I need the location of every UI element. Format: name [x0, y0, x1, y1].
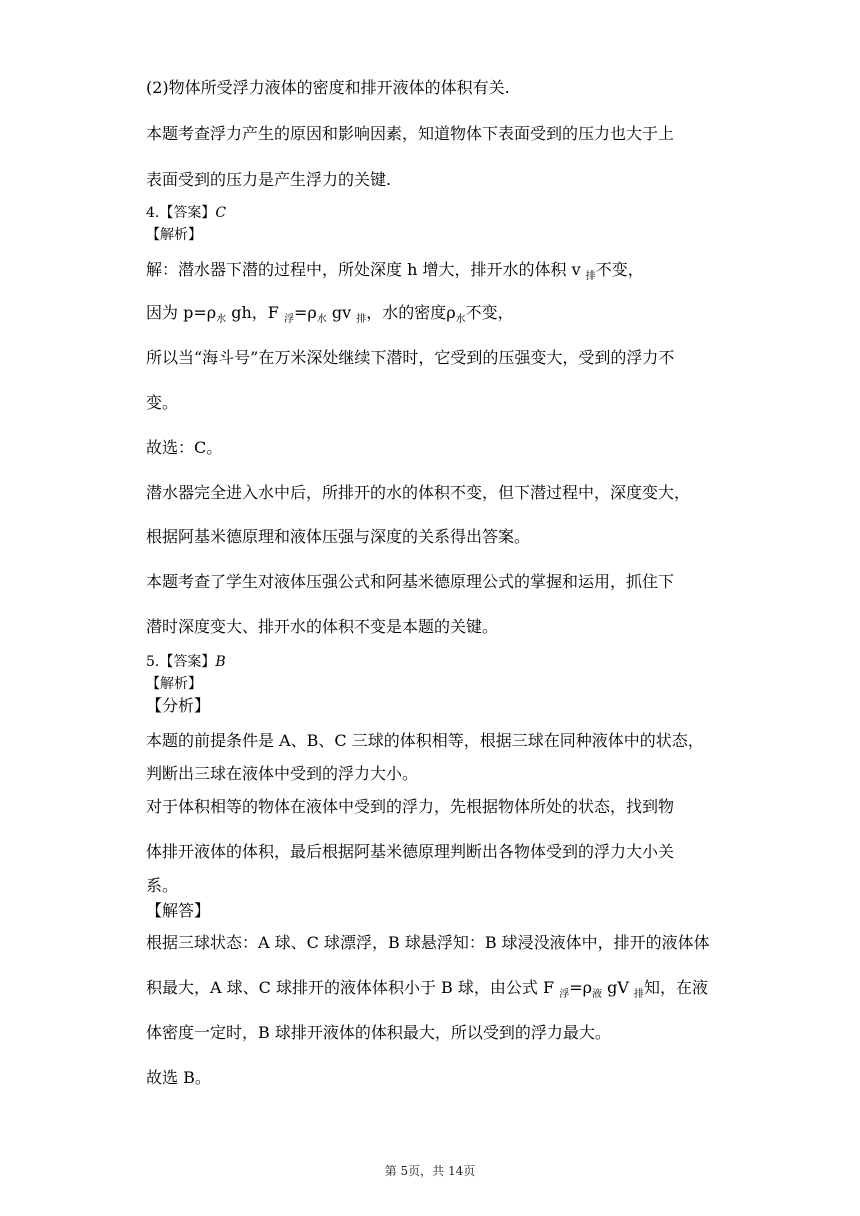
- text-run: 知，在液: [643, 978, 708, 997]
- text-line: [146, 260, 644, 283]
- text-run: ，水的密度ρ: [366, 303, 456, 322]
- text-line: 所以当“海斗号”在万米深处继续下潜时，它受到的压强变大，受到的浮力不: [146, 348, 675, 367]
- text-line: 本题的前提条件是 A、B、C 三球的体积相等，根据三球在同种液体中的状态，: [146, 731, 704, 750]
- subscript: 水: [216, 314, 227, 325]
- text-run: 不变，: [465, 303, 514, 322]
- subscript: 浮: [559, 989, 570, 1000]
- text-line: 本题考查浮力产生的原因和影响因素，知道物体下表面受到的压力也大于上: [146, 124, 675, 143]
- analysis-heading: 【解析】: [146, 227, 202, 243]
- subscript: 浮: [283, 314, 294, 325]
- text-line: (2)物体所受浮力液体的密度和排开液体的体积有关.: [146, 78, 510, 97]
- text-run: 解：潜水器下潜的过程中，所处深度 h 增大，排开水的体积 v: [146, 260, 586, 279]
- text-line: 系。: [146, 876, 179, 895]
- answer-heading-4: [146, 203, 226, 223]
- section-heading-solution: 【解答】: [146, 901, 211, 920]
- text-line: 故选 B。: [146, 1068, 211, 1087]
- text-line: 体密度一定时，B 球排开液体的体积最大，所以受到的浮力最大。: [146, 1023, 611, 1042]
- text-line: 判断出三球在液体中受到的浮力大小。: [146, 764, 419, 783]
- subscript: 排: [585, 271, 596, 282]
- formula-line: [146, 303, 514, 326]
- text-line: 根据阿基米德原理和液体压强与深度的关系得出答案。: [146, 527, 531, 546]
- subscript: 排: [356, 314, 367, 325]
- answer-value: C: [215, 205, 227, 221]
- text-line: 体排开液体的体积，最后根据阿基米德原理判断出各物体受到的浮力大小关: [146, 842, 675, 861]
- text-run: 因为 p=ρ: [146, 303, 217, 322]
- text-line: 潜时深度变大、排开水的体积不变是本题的关键。: [146, 617, 499, 636]
- subscript: 水: [316, 314, 327, 325]
- text-line: 表面受到的压力是产生浮力的关键.: [146, 170, 392, 189]
- text-run: gh，F: [226, 303, 284, 322]
- text-line: 故选：C。: [146, 438, 223, 457]
- section-heading-analysis: 【分析】: [146, 696, 211, 715]
- text-line: 本题考查了学生对液体压强公式和阿基米德原理公式的掌握和运用，抓住下: [146, 572, 675, 591]
- text-run: =ρ: [569, 978, 592, 997]
- text-line: 潜水器完全进入水中后，所排开的水的体积不变，但下潜过程中，深度变大，: [146, 483, 691, 502]
- answer-label: 5.【答案】: [146, 654, 216, 670]
- text-run: 不变，: [595, 260, 644, 279]
- answer-heading-5: [146, 652, 226, 672]
- answer-value: B: [215, 654, 226, 670]
- subscript: 液: [592, 989, 602, 1000]
- subscript: 排: [633, 989, 644, 1000]
- page-footer: 第 5页，共 14页: [384, 1164, 476, 1178]
- text-line: 对于体积相等的物体在液体中受到的浮力，先根据物体所处的状态，找到物: [146, 797, 675, 816]
- text-line: 根据三球状态：A 球、C 球漂浮，B 球悬浮知：B 球浸没液体中，排开的液体体: [146, 933, 710, 952]
- text-run: gv: [326, 303, 357, 322]
- analysis-heading: 【解析】: [146, 676, 202, 692]
- answer-label: 4.【答案】: [146, 205, 216, 221]
- text-line: 变。: [146, 393, 179, 412]
- formula-line: [146, 978, 708, 1001]
- text-run: 积最大，A 球、C 球排开的液体体积小于 B 球，由公式 F: [146, 978, 560, 997]
- subscript: 水: [455, 314, 466, 325]
- text-run: =ρ: [293, 303, 317, 322]
- text-run: gV: [602, 978, 634, 997]
